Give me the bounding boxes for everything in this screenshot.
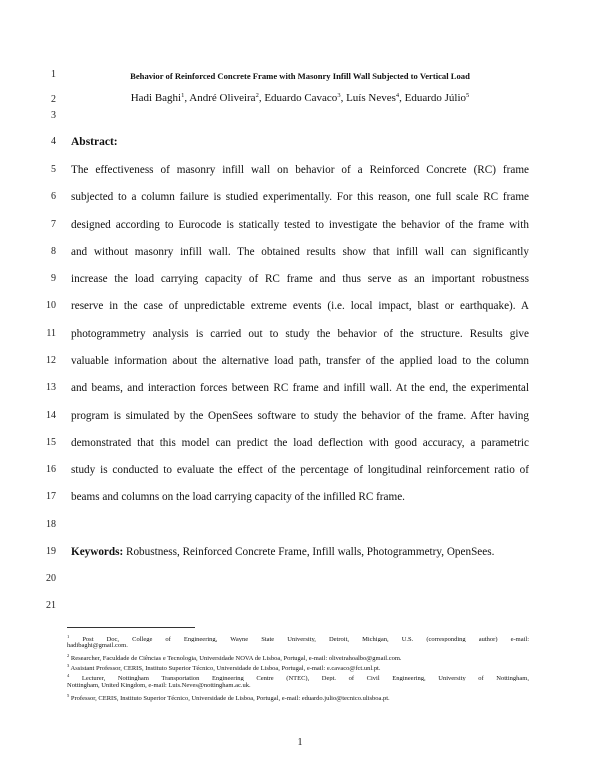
line-number: 21 <box>46 600 56 611</box>
line-number: 20 <box>46 573 56 584</box>
abstract-line: increase the load carrying capacity of RC frame and thus serve as an important robustness <box>71 273 529 285</box>
line-number: 18 <box>46 519 56 530</box>
footnote-text: Researcher, Faculdade de Ciências e Tecnologia, Universidade NOVA de Lisboa, Portugal, e-mail: oliveirahoalbo@gmail.com. <box>69 655 402 662</box>
abstract-line: subjected to a column failure is studied experimentally. For this reason, one full scale RC frame <box>71 191 529 203</box>
line-number: 4 <box>51 136 56 147</box>
footnote-text: Professor, CERIS, Instituto Superior Técnico, Universidade de Lisboa, Portugal, e-mail: eduardo.julio@tecnico.ulisboa.pt. <box>69 695 390 702</box>
abstract-line: demonstrated that this model can predict the load deflection with good accuracy, a parametric <box>71 437 529 449</box>
footnote-text: hadibaghi@gmail.com. <box>67 642 128 649</box>
footnote <box>67 642 529 651</box>
footnote-mark: 3 <box>67 663 70 668</box>
footnote-text: Post Doc, College of Engineering, Wayne State University, Detroit, Michigan, U.S. (corresponding author) e-mail: <box>69 636 529 642</box>
abstract-line: photogrammetry analysis is carried out to study the behavior of the structure. Results give <box>71 328 529 340</box>
line-number: 1 <box>51 69 56 80</box>
line-number: 3 <box>51 110 56 121</box>
footnote <box>67 672 529 681</box>
footnote-divider <box>67 627 195 628</box>
abstract-line: and without masonry infill wall. The obtained results show that infill wall can significantly <box>71 246 529 258</box>
line-number: 2 <box>51 94 56 105</box>
keywords-label: Keywords: <box>71 546 124 558</box>
line-number: 15 <box>46 437 56 448</box>
author-affiliation-mark: 4 <box>395 92 400 99</box>
author-name: Eduardo Cavaco <box>264 92 338 104</box>
abstract-line: The effectiveness of masonry infill wall on behavior of a Reinforced Concrete (RC) frame <box>71 164 529 176</box>
author-name: Luís Neves <box>346 92 396 104</box>
footnote-text: Assistant Professor, CERIS, Instituto Superior Técnico, Universidade de Lisboa, Portugal, e-mail: e.cavaco@fct.unl.pt. <box>69 665 381 672</box>
abstract-line: program is simulated by the OpenSees software to study the behavior of the frame. After having <box>71 410 529 422</box>
line-number: 19 <box>46 546 56 557</box>
footnote-mark: 2 <box>67 653 70 658</box>
author-name: Hadi Baghi <box>130 92 182 104</box>
paper-title: Behavior of Reinforced Concrete Frame with Masonry Infill Wall Subjected to Vertical Load <box>130 71 470 81</box>
author-separator: , <box>258 92 265 104</box>
author-affiliation-mark: 5 <box>466 92 470 99</box>
abstract-line: valuable information about the alternative load path, transfer of the applied load to the column <box>71 355 529 367</box>
abstract-line: study is conducted to evaluate the effect of the percentage of longitudinal reinforcement ratio of <box>71 464 529 476</box>
line-number: 5 <box>51 164 56 175</box>
abstract-line: reserve in the case of unpredictable extreme events (i.e. local impact, blast or earthquake). A <box>71 300 529 312</box>
author-separator: , <box>184 92 190 104</box>
author-name: André Oliveira <box>189 92 256 104</box>
footnote-mark: 4 <box>67 673 70 678</box>
author-list <box>0 92 600 104</box>
line-number: 10 <box>46 300 56 311</box>
footnote-mark: 1 <box>67 634 70 639</box>
author-separator: , <box>340 92 347 104</box>
keywords-text: Robustness, Reinforced Concrete Frame, Infill walls, Photogrammetry, OpenSees. <box>123 546 495 558</box>
abstract-line: and beams, and interaction forces between RC frame and infill wall. At the end, the experimental <box>71 382 529 394</box>
abstract-line: beams and columns on the load carrying capacity of the infilled RC frame. <box>71 491 405 503</box>
line-number: 8 <box>51 246 56 257</box>
line-number: 9 <box>51 273 56 284</box>
author-affiliation-mark: 1 <box>181 92 185 99</box>
keywords-line <box>71 545 529 559</box>
line-number: 7 <box>51 219 56 230</box>
line-number: 13 <box>46 382 56 393</box>
author-affiliation-mark: 3 <box>337 92 341 99</box>
footnote <box>67 633 529 642</box>
footnote <box>67 682 529 691</box>
author-separator: , <box>399 92 405 104</box>
footnote-text: Nottingham, United Kingdom, e-mail: Luis.Neves@nottingham.ac.uk. <box>67 682 251 689</box>
line-number: 17 <box>46 491 56 502</box>
line-number: 16 <box>46 464 56 475</box>
footnote-text: Lecturer, Nottingham Transportation Engineering Centre (NTEC), Dept. of Civil Engineering, University of Nottingham, <box>69 675 529 681</box>
author-name: Eduardo Júlio <box>404 92 467 104</box>
author-affiliation-mark: 2 <box>255 92 259 99</box>
line-number: 14 <box>46 410 56 421</box>
line-number: 12 <box>46 355 56 366</box>
abstract-heading: Abstract: <box>71 136 118 148</box>
line-number: 11 <box>46 328 56 339</box>
abstract-line: designed according to Eurocode is statically tested to investigate the behavior of the frame with <box>71 219 529 231</box>
footnote-mark: 5 <box>67 693 70 698</box>
line-number: 6 <box>51 191 56 202</box>
footnote <box>67 692 529 704</box>
page-number: 1 <box>297 737 303 748</box>
